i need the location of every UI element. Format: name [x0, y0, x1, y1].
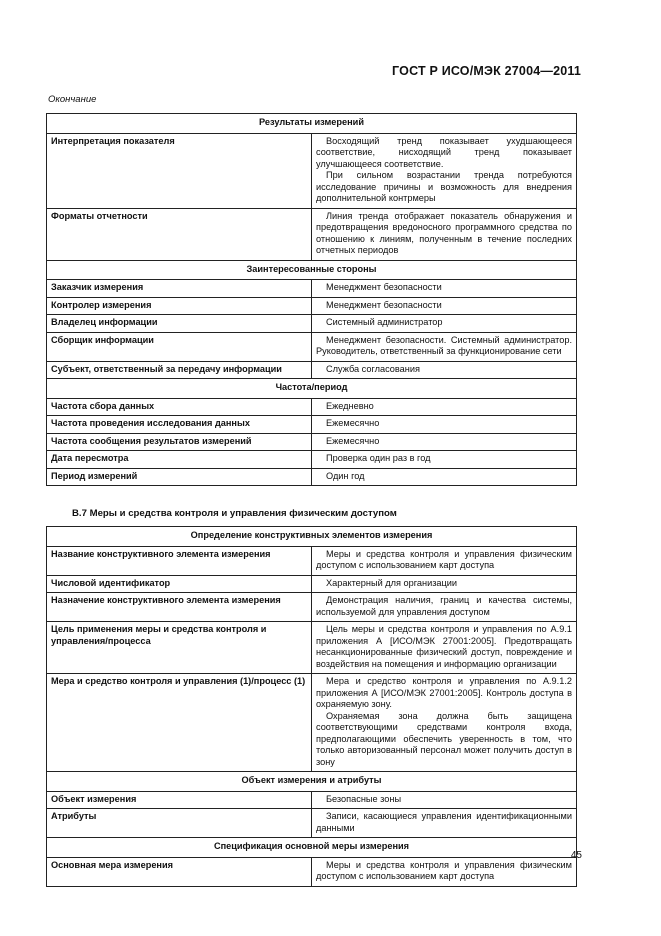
value-paragraph: Проверка один раз в год	[326, 453, 431, 463]
section-header-row	[47, 527, 577, 547]
table-row	[47, 451, 577, 469]
row-value	[312, 451, 577, 469]
row-value	[312, 593, 577, 622]
value-paragraph: Менеджмент безопасности	[326, 282, 442, 292]
row-value	[312, 674, 577, 772]
row-key: Форматы отчетности	[47, 208, 312, 260]
table-row	[47, 133, 577, 208]
row-value	[312, 398, 577, 416]
row-value	[312, 546, 577, 575]
row-value	[312, 133, 577, 208]
row-key: Частота сбора данных	[47, 398, 312, 416]
row-key: Мера и средство контроля и управления (1)/процесс (1)	[47, 674, 312, 772]
row-key: Интерпретация показателя	[47, 133, 312, 208]
row-key: Назначение конструктивного элемента измерения	[47, 593, 312, 622]
row-value	[312, 280, 577, 298]
row-value	[312, 315, 577, 333]
table-row	[47, 332, 577, 361]
section-header-row	[47, 379, 577, 399]
section-title: Спецификация основной меры измерения	[47, 838, 577, 858]
document-code: ГОСТ Р ИСО/МЭК 27004—2011	[392, 64, 581, 78]
table-row	[47, 315, 577, 333]
section-header-row	[47, 114, 577, 134]
value-paragraph: Ежемесячно	[326, 418, 380, 428]
table-row	[47, 546, 577, 575]
section-header-row	[47, 260, 577, 280]
value-paragraph: Менеджмент безопасности. Системный администратор. Руководитель, ответственный за функционирование сети	[316, 334, 572, 356]
section-header-row	[47, 838, 577, 858]
value-paragraph: Линия тренда отображает показатель обнаружения и предотвращения вредоносного программного средства по отношению к линиям, полученным в течение последних отчетных периодов	[316, 210, 572, 255]
value-paragraph: Мера и средство контроля и управления по А.9.1.2 приложения А [ИСО/МЭК 27001:2005]. Контроль доступа в охраняемую зону.	[316, 676, 572, 709]
row-key: Частота проведения исследования данных	[47, 416, 312, 434]
table-row	[47, 575, 577, 593]
value-paragraph: Системный администратор	[326, 317, 443, 327]
row-value	[312, 416, 577, 434]
table-row	[47, 468, 577, 486]
row-value	[312, 208, 577, 260]
value-paragraph: Меры и средства контроля и управления физическим доступом с использованием карт доступа	[316, 859, 572, 881]
row-key: Контролер измерения	[47, 297, 312, 315]
row-key: Заказчик измерения	[47, 280, 312, 298]
table-row	[47, 809, 577, 838]
continuation-label: Окончание	[48, 94, 97, 105]
value-paragraph: Характерный для организации	[326, 577, 458, 588]
row-key: Субъект, ответственный за передачу информации	[47, 361, 312, 379]
row-key: Дата пересмотра	[47, 451, 312, 469]
section-title: Определение конструктивных элементов измерения	[47, 527, 577, 547]
section-title: Объект измерения и атрибуты	[47, 772, 577, 792]
value-paragraph: Записи, касающиеся управления идентификационными данными	[316, 811, 572, 833]
row-key: Сборщик информации	[47, 332, 312, 361]
value-paragraph: Служба согласования	[326, 363, 420, 374]
row-key: Период измерений	[47, 468, 312, 486]
table-row	[47, 398, 577, 416]
row-key: Название конструктивного элемента измерения	[47, 546, 312, 575]
row-value	[312, 332, 577, 361]
value-paragraph: Демонстрация наличия, границ и качества системы, используемой для управления доступом	[316, 595, 572, 617]
row-key: Основная мера измерения	[47, 857, 312, 886]
row-value	[312, 791, 577, 809]
table-row	[47, 593, 577, 622]
section-title: Результаты измерений	[47, 114, 577, 134]
row-key: Объект измерения	[47, 791, 312, 809]
row-value	[312, 575, 577, 593]
page-number: 45	[570, 850, 582, 861]
results-table	[46, 113, 577, 486]
row-value	[312, 361, 577, 379]
value-paragraph: Ежемесячно	[326, 435, 380, 446]
value-paragraph: При сильном возрастании тренда потребуются исследование причины и возможность для внедрения дополнительной контрмеры	[316, 170, 572, 203]
value-paragraph: Цель меры и средства контроля и управления по А.9.1 приложения А [ИСО/МЭК 27001:2005]. Предотвращать несанкционированные физический доступ, повреждение и воздействия на помещения и информацию организации	[316, 624, 572, 669]
row-key: Атрибуты	[47, 809, 312, 838]
table-row	[47, 361, 577, 379]
value-paragraph: Восходящий тренд показывает ухудшающееся соответствие, нисходящий тренд показывает улучшающееся соответствие.	[316, 135, 572, 169]
table-row	[47, 857, 577, 886]
section-title: Частота/период	[47, 379, 577, 399]
row-value	[312, 622, 577, 674]
physical-access-table	[46, 526, 577, 887]
value-paragraph: Охраняемая зона должна быть защищена соответствующими средствами контроля входа, предполагающими обеспечить уверенность в том, что только авторизованный персонал может получить доступ в зону	[316, 710, 572, 767]
row-key: Владелец информации	[47, 315, 312, 333]
row-value	[312, 433, 577, 451]
row-value	[312, 297, 577, 315]
table-row	[47, 297, 577, 315]
table-row	[47, 791, 577, 809]
row-value	[312, 468, 577, 486]
row-value	[312, 809, 577, 838]
table-row	[47, 416, 577, 434]
row-value	[312, 857, 577, 886]
table-row	[47, 622, 577, 674]
value-paragraph: Безопасные зоны	[326, 793, 402, 804]
value-paragraph: Ежедневно	[326, 400, 374, 411]
value-paragraph: Менеджмент безопасности	[326, 299, 442, 310]
section-header-row	[47, 772, 577, 792]
table-row	[47, 208, 577, 260]
table-row	[47, 674, 577, 772]
row-key: Цель применения меры и средства контроля и управления/процесса	[47, 622, 312, 674]
value-paragraph: Один год	[326, 470, 365, 481]
table-row	[47, 433, 577, 451]
subsection-title: B.7 Меры и средства контроля и управления физическим доступом	[72, 508, 397, 519]
value-paragraph: Меры и средства контроля и управления физическим доступом с использованием карт доступа	[316, 548, 572, 570]
section-title: Заинтересованные стороны	[47, 260, 577, 280]
row-key: Числовой идентификатор	[47, 575, 312, 593]
row-key: Частота сообщения результатов измерений	[47, 433, 312, 451]
table-row	[47, 280, 577, 298]
